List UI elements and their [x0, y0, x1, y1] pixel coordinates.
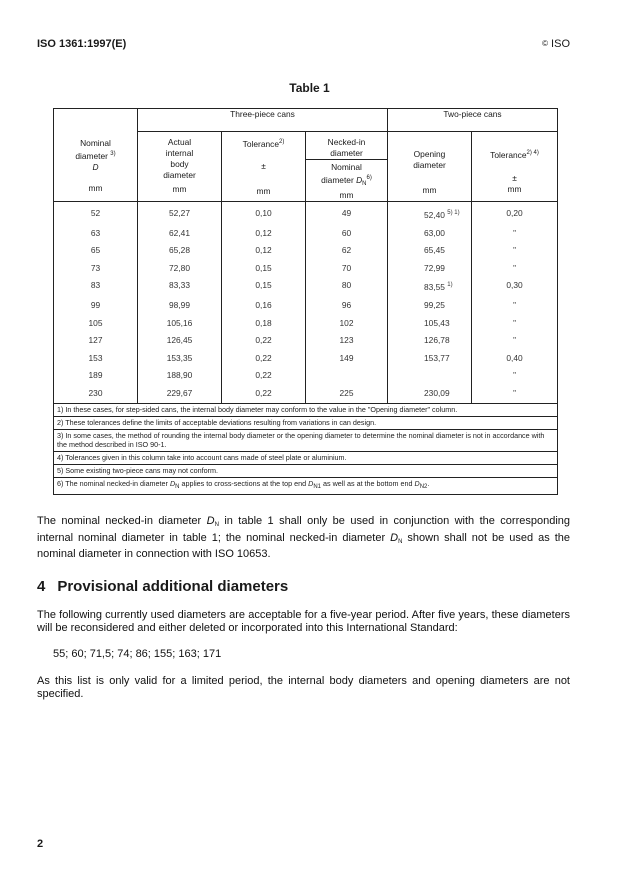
cell-actual: 72,80	[138, 260, 222, 278]
unit-label: mm	[507, 184, 522, 194]
cell-necked: 60	[306, 225, 388, 243]
cell-actual: 52,27	[138, 202, 222, 225]
symbol-subscript: N	[398, 538, 403, 545]
cell-necked: 70	[306, 260, 388, 278]
symbol-subscript: N1	[313, 483, 322, 490]
opening-value: 83,55	[424, 282, 445, 293]
cell-necked: 96	[306, 297, 388, 315]
cell-opening	[388, 277, 472, 297]
header-text: body	[170, 159, 189, 169]
cell-tolerance3: 0,12	[222, 225, 306, 243]
table-row	[54, 225, 558, 243]
footnote-3: 3) In some cases, the method of rounding the internal body diameter or the opening diameter to determine the nominal diameter is not in accordance with the method described in ISO 90-1.	[54, 429, 558, 451]
paragraph-provisional: The following currently used diameters are acceptable for a five-year period. After five years, these diameters will be reconsidered and either deleted or incorporated into this International Standard:	[37, 609, 570, 634]
cell-tolerance3: 0,22	[222, 332, 306, 350]
group-header-two-piece: Two-piece cans	[388, 109, 558, 132]
cell-necked: 102	[306, 315, 388, 333]
col-header-nominal	[54, 109, 138, 202]
cell-tolerance2: "	[472, 225, 558, 243]
cell-necked: 62	[306, 242, 388, 260]
cell-nominal: 153	[54, 350, 138, 368]
cell-opening	[388, 260, 472, 278]
opening-value: 72,99	[424, 262, 445, 273]
col-header-actual	[138, 132, 222, 202]
cell-tolerance3: 0,15	[222, 260, 306, 278]
diameter-list: 55; 60; 71,5; 74; 86; 155; 163; 171	[53, 648, 222, 660]
cell-opening	[388, 225, 472, 243]
cell-actual: 62,41	[138, 225, 222, 243]
opening-value: 105,43	[424, 317, 450, 328]
symbol-d: D	[169, 478, 176, 488]
symbol-subscript: N	[175, 483, 180, 490]
paragraph-text: in table 1 shall only be used in conjunction with the corresponding internal nominal diameter in table 1; the nominal necked-in diameter	[37, 515, 570, 544]
col-header-necked-in	[306, 132, 388, 160]
opening-value: 65,45	[424, 245, 445, 256]
footnote-row	[54, 477, 558, 494]
cell-necked: 225	[306, 385, 388, 403]
table-row	[54, 297, 558, 315]
cell-nominal: 230	[54, 385, 138, 403]
table-title: Table 1	[289, 81, 330, 95]
document-id: ISO 1361:1997(E)	[37, 38, 127, 50]
footnote-text: as well as at the bottom end	[321, 478, 415, 488]
cell-tolerance2: "	[472, 297, 558, 315]
cell-actual: 188,90	[138, 367, 222, 385]
table-row	[54, 332, 558, 350]
page-number: 2	[37, 838, 44, 850]
cell-tolerance3: 0,22	[222, 385, 306, 403]
footnote-row	[54, 429, 558, 451]
cell-necked: 149	[306, 350, 388, 368]
footnote-4: 4) Tolerances given in this column take into account cans made of steel plate or aluminium.	[54, 451, 558, 464]
cell-tolerance2: "	[472, 315, 558, 333]
table-row	[54, 350, 558, 368]
paragraph-text: The nominal necked-in diameter	[37, 515, 207, 527]
cell-actual: 105,16	[138, 315, 222, 333]
plus-minus-sign: ±	[512, 173, 517, 183]
footnote-ref: 3)	[110, 151, 116, 157]
table-row	[54, 202, 558, 225]
cell-nominal: 83	[54, 277, 138, 297]
col-header-tolerance-three-piece	[222, 132, 306, 202]
unit-label: mm	[88, 183, 103, 193]
table-row	[54, 242, 558, 260]
col-header-necked-nominal	[306, 160, 388, 202]
header-text: diameter	[413, 160, 446, 170]
cell-opening	[388, 297, 472, 315]
cell-nominal: 52	[54, 202, 138, 225]
opening-value: 99,25	[424, 299, 445, 310]
copyright-notice	[542, 38, 570, 50]
header-text: Nominal	[331, 162, 362, 172]
cell-nominal: 73	[54, 260, 138, 278]
opening-value: 63,00	[424, 227, 445, 238]
cell-tolerance3: 0,22	[222, 367, 306, 385]
symbol-subscript: N	[214, 522, 219, 528]
cell-opening	[388, 350, 472, 368]
opening-value: 230,09	[424, 387, 450, 398]
copyright-org: ISO	[551, 38, 570, 50]
copyright-icon: ©	[542, 39, 548, 48]
paragraph-text: shown shall not be used as the nominal diameter in connection with ISO 10653.	[37, 531, 570, 560]
section-number: 4	[37, 578, 46, 595]
header-text: Tolerance	[242, 139, 279, 149]
paragraph-list-validity: As this list is only valid for a limited period, the internal body diameters and opening diameters are not specified.	[37, 675, 570, 700]
footnote-row	[54, 464, 558, 477]
cell-actual: 65,28	[138, 242, 222, 260]
group-header-three-piece: Three-piece cans	[138, 109, 388, 132]
col-header-opening	[388, 132, 472, 202]
cell-tolerance3: 0,16	[222, 297, 306, 315]
cell-opening	[388, 367, 472, 385]
footnote-ref: 6)	[366, 175, 372, 181]
footnote-ref: 2)	[278, 139, 285, 145]
section-title-text: Provisional additional diameters	[57, 578, 289, 595]
table-row	[54, 277, 558, 297]
opening-value: 52,40	[424, 210, 445, 220]
plus-minus-sign: ±	[261, 161, 266, 171]
table-row	[54, 315, 558, 333]
paragraph-necked-in-note	[37, 515, 570, 561]
symbol-subscript: N	[362, 181, 367, 187]
symbol-subscript: N2	[419, 483, 428, 490]
header-text: diameter	[75, 151, 108, 161]
footnote-1: 1) In these cases, for step-sided cans, the internal body diameter may conform to the value in the "Opening diameter" column.	[54, 403, 558, 416]
cell-tolerance2: 0,20	[472, 202, 558, 225]
footnote-text: .	[427, 478, 430, 488]
footnote-2: 2) These tolerances define the limits of acceptable deviations resulting from variations in can design.	[54, 416, 558, 429]
footnote-ref: 1)	[447, 282, 453, 289]
footnote-ref: 5) 1)	[447, 210, 460, 216]
cell-necked	[306, 367, 388, 385]
unit-label: mm	[422, 185, 437, 195]
symbol-d: D	[308, 478, 314, 488]
cell-actual: 98,99	[138, 297, 222, 315]
header-text: diameter	[163, 170, 196, 180]
cell-actual: 83,33	[138, 277, 222, 297]
cell-nominal: 127	[54, 332, 138, 350]
footnote-6	[54, 477, 558, 494]
footnote-text: 6) The nominal necked-in diameter	[57, 478, 170, 488]
cell-nominal: 105	[54, 315, 138, 333]
cell-tolerance2: "	[472, 260, 558, 278]
cell-tolerance3: 0,22	[222, 350, 306, 368]
footnote-ref: 2) 4)	[526, 150, 539, 156]
unit-label: mm	[256, 186, 271, 196]
cell-tolerance3: 0,18	[222, 315, 306, 333]
table-row	[54, 385, 558, 403]
cell-necked: 49	[306, 202, 388, 225]
cell-opening	[388, 385, 472, 403]
cell-opening	[388, 202, 472, 225]
unit-label: mm	[172, 184, 187, 194]
cell-tolerance3: 0,15	[222, 277, 306, 297]
cell-tolerance2: 0,30	[472, 277, 558, 297]
header-text: Nominal	[80, 138, 111, 148]
table-row	[54, 260, 558, 278]
header-text: Tolerance	[490, 150, 527, 160]
cell-nominal: 189	[54, 367, 138, 385]
cell-opening	[388, 332, 472, 350]
cell-opening	[388, 242, 472, 260]
cell-tolerance3: 0,12	[222, 242, 306, 260]
header-text: Necked-in	[327, 137, 366, 147]
footnote-row	[54, 416, 558, 429]
footnote-5: 5) Some existing two-piece cans may not conform.	[54, 464, 558, 477]
col-header-tolerance-two-piece	[472, 132, 558, 202]
diameter-table	[53, 108, 558, 495]
footnote-text: applies to cross-sections at the top end	[179, 478, 309, 488]
cell-opening	[388, 315, 472, 333]
cell-necked: 123	[306, 332, 388, 350]
footnote-row	[54, 451, 558, 464]
cell-tolerance2: "	[472, 242, 558, 260]
cell-necked: 80	[306, 277, 388, 297]
cell-actual: 153,35	[138, 350, 222, 368]
footnote-row	[54, 403, 558, 416]
symbol-d: D	[206, 515, 215, 527]
symbol-d: D	[390, 531, 399, 544]
header-text: diameter	[330, 148, 363, 158]
symbol-d: D	[92, 162, 99, 172]
cell-tolerance2: 0,40	[472, 350, 558, 368]
cell-tolerance2: "	[472, 385, 558, 403]
cell-tolerance2: "	[472, 332, 558, 350]
header-text: Actual	[167, 137, 192, 147]
table-row	[54, 367, 558, 385]
header-text: internal	[165, 148, 194, 158]
opening-value: 153,77	[424, 352, 450, 363]
unit-label: mm	[339, 190, 354, 200]
cell-actual: 126,45	[138, 332, 222, 350]
header-text: Opening	[413, 149, 446, 159]
header-text: diameter	[321, 175, 354, 185]
symbol-d: D	[356, 175, 363, 185]
opening-value: 126,78	[424, 335, 450, 346]
cell-nominal: 63	[54, 225, 138, 243]
cell-nominal: 65	[54, 242, 138, 260]
cell-actual: 229,67	[138, 385, 222, 403]
cell-nominal: 99	[54, 297, 138, 315]
section-heading	[37, 578, 288, 595]
symbol-d: D	[414, 478, 420, 488]
cell-tolerance2: "	[472, 367, 558, 385]
cell-tolerance3: 0,10	[222, 202, 306, 225]
